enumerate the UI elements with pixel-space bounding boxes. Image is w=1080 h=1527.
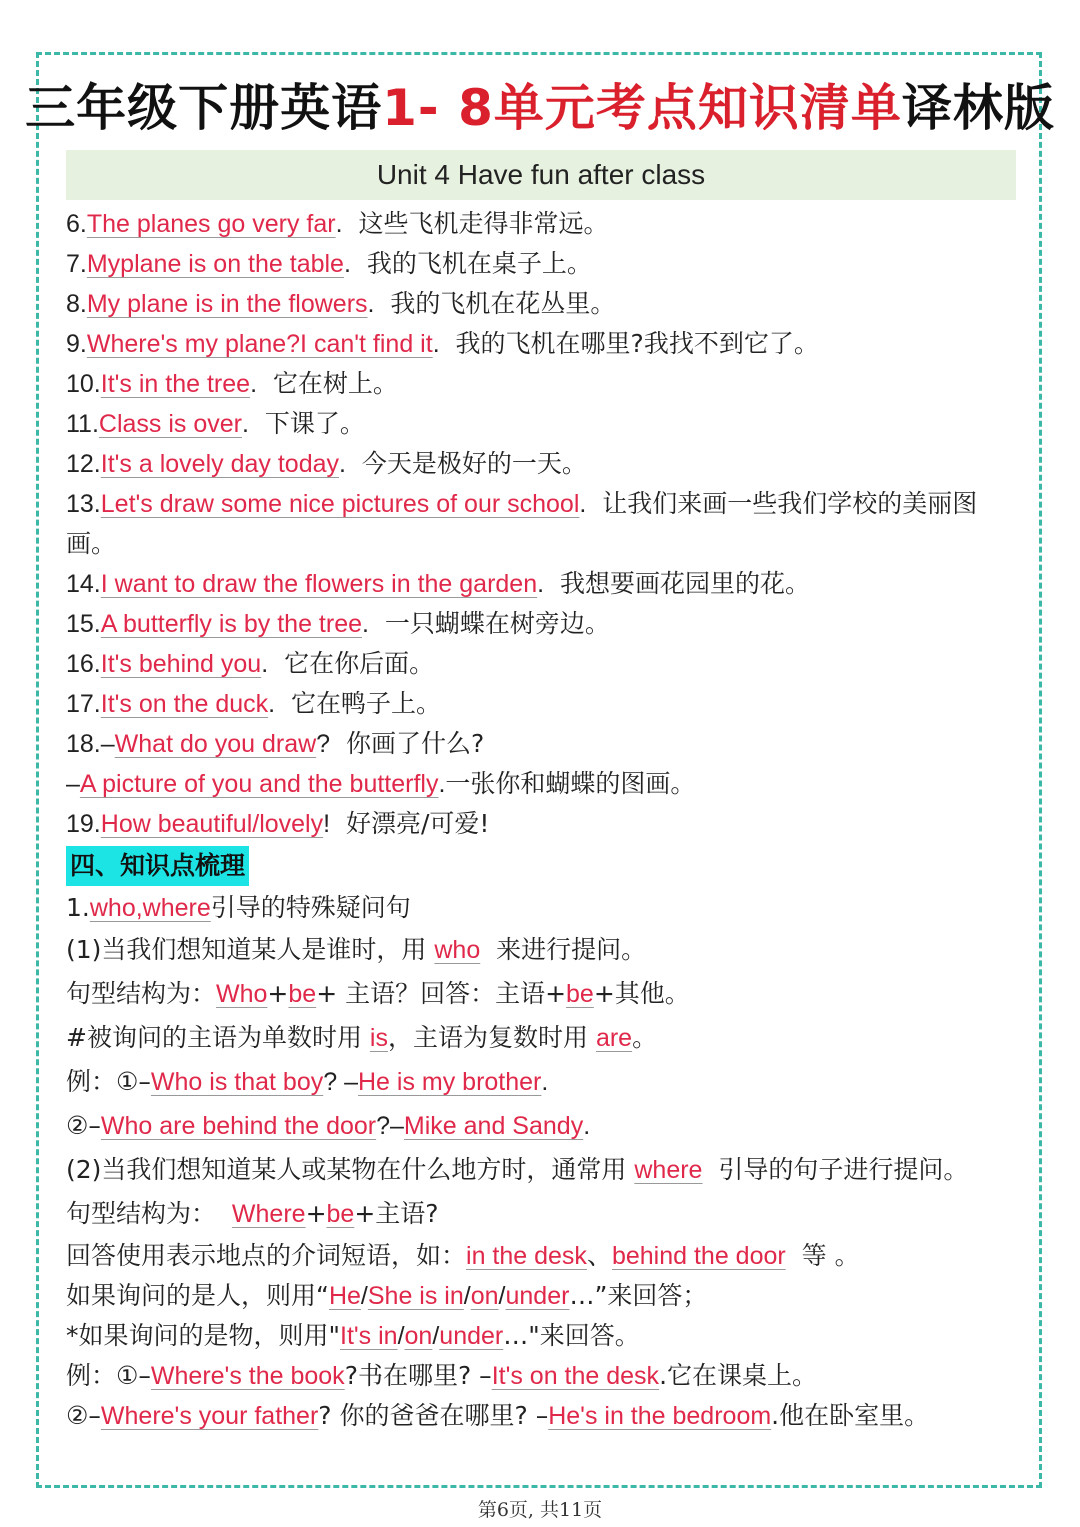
text: ②– — [66, 1111, 101, 1140]
text: 引导的句子进行提问。 — [718, 1155, 969, 1184]
sentence-number: 18.– — [66, 730, 115, 758]
text: 例：①– — [66, 1067, 151, 1096]
text: 。 — [632, 1023, 658, 1052]
text: …”来回答； — [569, 1281, 708, 1310]
text: + 主语？回答：主语+ — [316, 979, 567, 1008]
sentence-english: It's in the tree — [100, 370, 251, 398]
text: …"来回答。 — [503, 1321, 640, 1350]
text: 等 。 — [801, 1241, 860, 1270]
keyword: Mike and Sandy — [403, 1112, 584, 1140]
sentence-line — [66, 404, 1026, 444]
sentence-punct: . — [579, 490, 587, 518]
sentence-number: 7. — [66, 250, 87, 278]
knowledge-line — [66, 928, 1026, 972]
sentence-chinese: 你画了什么? — [345, 729, 485, 758]
keyword: on — [470, 1282, 499, 1310]
sentence-line — [66, 444, 1026, 484]
sentence-number: 19. — [66, 810, 101, 838]
sentence-english: Myplane is on the table — [86, 250, 344, 278]
sentence-chinese: 它在鸭子上。 — [291, 689, 442, 718]
keyword: behind the door — [611, 1242, 786, 1270]
sentence-number: – — [66, 770, 80, 798]
keyword: He's in the bedroom — [548, 1402, 772, 1430]
text: 回答使用表示地点的介词短语，如： — [66, 1241, 467, 1270]
text: 引导的特殊疑问句 — [210, 893, 411, 922]
sentence-english: My plane is in the flowers — [86, 290, 368, 318]
sentence-line — [66, 804, 1026, 844]
knowledge-line — [66, 1192, 1026, 1236]
sentence-punct: . — [250, 370, 258, 398]
text: ，主语为复数时用 — [387, 1023, 588, 1052]
sentence-chinese: 好漂亮/可爱! — [345, 809, 490, 838]
sentence-chinese: 让我们来画一些我们学校的美丽图画。 — [66, 489, 978, 558]
sentence-english: It's behind you — [100, 650, 262, 678]
text: 1. — [66, 893, 90, 922]
keyword: Where's your father — [100, 1402, 319, 1430]
keyword: She is in — [367, 1282, 464, 1310]
text: (2)当我们想知道某人或某物在什么地方时，通常用 — [66, 1155, 627, 1184]
knowledge-line — [66, 1236, 1026, 1276]
keyword: under — [505, 1282, 570, 1310]
sentence-english: It's a lovely day today — [100, 450, 339, 478]
text: 来进行提问。 — [496, 935, 647, 964]
keyword: He is my brother — [358, 1068, 542, 1096]
text: +其他。 — [593, 979, 690, 1008]
knowledge-line — [66, 1316, 1026, 1356]
sentence-punct: ! — [323, 810, 331, 838]
sentence-english: A butterfly is by the tree — [100, 610, 363, 638]
sentence-punct: . — [268, 690, 276, 718]
sentence-punct: . — [343, 250, 351, 278]
sentence-english: The planes go very far — [86, 210, 336, 238]
title-part3: 译林版 — [901, 79, 1055, 137]
knowledge-line — [66, 1148, 1026, 1192]
sentence-number: 8. — [66, 290, 87, 318]
sentence-line — [66, 204, 1026, 244]
sentence-english: Where's my plane?I can't find it — [86, 330, 433, 358]
text: / — [360, 1282, 368, 1310]
sentence-line — [66, 764, 1026, 804]
keyword: are — [595, 1024, 633, 1052]
knowledge-line — [66, 888, 1026, 928]
sentence-punct: . — [362, 610, 369, 638]
sentence-line — [66, 564, 1026, 604]
text: / — [498, 1282, 506, 1310]
sentence-punct: . — [339, 450, 346, 478]
text: + — [305, 1199, 327, 1228]
text: ?书在哪里? – — [344, 1361, 492, 1390]
sentence-punct: . — [367, 290, 375, 318]
sentence-chinese: 我想要画花园里的花。 — [559, 569, 810, 598]
knowledge-line — [66, 1060, 1026, 1104]
knowledge-line — [66, 1104, 1026, 1148]
sentence-number: 16. — [66, 650, 101, 678]
text: 句型结构为： — [66, 1199, 217, 1228]
text: ?– — [376, 1112, 404, 1140]
keyword: on — [404, 1322, 433, 1350]
text: / — [463, 1282, 471, 1310]
sentence-number: 17. — [66, 690, 101, 718]
keyword: It's on the desk — [491, 1362, 660, 1390]
text: 句型结构为： — [66, 979, 217, 1008]
sentence-english: What do you draw — [114, 730, 317, 758]
keyword: Who is that boy — [150, 1068, 324, 1096]
sentence-number: 11. — [66, 410, 99, 438]
text: *如果询问的是物，则用" — [66, 1321, 340, 1350]
sentence-line — [66, 324, 1026, 364]
sentence-chinese: 它在你后面。 — [284, 649, 435, 678]
text: 如果询问的是人，则用“ — [66, 1281, 329, 1310]
text: 、 — [586, 1241, 612, 1270]
text: / — [432, 1322, 440, 1350]
sentence-chinese: 今天是极好的一天。 — [361, 449, 587, 478]
sentence-line — [66, 644, 1026, 684]
content — [66, 204, 1026, 1436]
text: .它在课桌上。 — [659, 1361, 818, 1390]
sentence-english: I want to draw the flowers in the garden — [100, 570, 538, 598]
sentence-chinese: 这些飞机走得非常远。 — [358, 209, 609, 238]
sentence-number: 6. — [66, 210, 87, 238]
keyword: be — [326, 1200, 355, 1228]
sentence-punct: ? — [316, 730, 331, 758]
text: #被询问的主语为单数时用 — [66, 1023, 362, 1052]
sentence-punct: . — [438, 770, 446, 798]
sentence-chinese: 我的飞机在哪里?我找不到它了。 — [455, 329, 819, 358]
sentence-punct: . — [432, 330, 440, 358]
text: 例：①– — [66, 1361, 151, 1390]
sentence-chinese: 我的飞机在桌子上。 — [366, 249, 592, 278]
sentence-english: A picture of you and the butterfly — [79, 770, 439, 798]
keyword: It's in — [340, 1322, 398, 1350]
text: +主语? — [354, 1199, 439, 1228]
sentence-chinese: 下课了。 — [264, 409, 365, 438]
keyword: is — [369, 1024, 388, 1052]
sentence-chinese: 我的飞机在花丛里。 — [390, 289, 616, 318]
sentence-number: 12. — [66, 450, 101, 478]
knowledge-line — [66, 1396, 1026, 1436]
keyword: Who — [216, 980, 268, 1008]
page-footer: 第6页, 共11页 — [477, 1499, 603, 1521]
sentence-english: Let's draw some nice pictures of our school — [100, 490, 580, 518]
keyword: in the desk — [466, 1242, 587, 1270]
sentence-chinese: 它在树上。 — [272, 369, 398, 398]
text: . — [541, 1068, 549, 1096]
sentence-punct: . — [537, 570, 545, 598]
sentence-english: Class is over — [98, 410, 242, 438]
sentence-number: 14. — [66, 570, 101, 598]
sentence-english: How beautiful/lovely — [100, 810, 324, 838]
sentence-line — [66, 684, 1026, 724]
keyword: be — [566, 980, 594, 1008]
keyword: Where — [231, 1200, 306, 1228]
sentence-number: 9. — [66, 330, 87, 358]
text: .他在卧室里。 — [771, 1401, 930, 1430]
sentence-punct: . — [261, 650, 269, 678]
text: (1)当我们想知道某人是谁时，用 — [66, 935, 427, 964]
knowledge-line — [66, 1356, 1026, 1396]
keyword: who — [434, 936, 481, 964]
knowledge-line — [66, 1016, 1026, 1060]
title-part2: 1- 8单元考点知识清单 — [382, 79, 902, 137]
keyword: under — [439, 1322, 504, 1350]
sentence-line — [66, 244, 1026, 284]
text: ②– — [66, 1401, 101, 1430]
section-heading-row — [66, 844, 1026, 888]
sentence-number: 13. — [66, 490, 101, 518]
keyword: Where's the book — [150, 1362, 345, 1390]
sentence-list — [66, 204, 1026, 844]
keyword: where — [634, 1156, 703, 1184]
text: . — [583, 1112, 591, 1140]
unit-heading: Unit 4 Have fun after class — [66, 150, 1016, 200]
keyword: He — [328, 1282, 361, 1310]
keyword: Who are behind the door — [100, 1112, 377, 1140]
sentence-line — [66, 604, 1026, 644]
sentence-chinese: 一张你和蝴蝶的图画。 — [445, 769, 696, 798]
sentence-line — [66, 364, 1026, 404]
text: ? 你的爸爸在哪里? – — [318, 1401, 549, 1430]
sentence-line — [66, 484, 1026, 564]
knowledge-line — [66, 1276, 1026, 1316]
text: ? – — [323, 1068, 358, 1096]
section-heading: 四、知识点梳理 — [66, 846, 249, 886]
sentence-english: It's on the duck — [100, 690, 269, 718]
sentence-line — [66, 284, 1026, 324]
sentence-chinese: 一只蝴蝶在树旁边。 — [384, 609, 610, 638]
title-part1: 三年级下册英语 — [25, 79, 383, 137]
page-title — [0, 68, 1080, 140]
sentence-punct: . — [335, 210, 343, 238]
keyword: be — [288, 980, 317, 1008]
sentence-punct: . — [242, 410, 249, 438]
text: + — [267, 979, 289, 1008]
knowledge-line — [66, 972, 1026, 1016]
sentence-number: 15. — [66, 610, 101, 638]
sentence-line — [66, 724, 1026, 764]
keyword: who,where — [89, 894, 211, 922]
sentence-number: 10. — [66, 370, 101, 398]
text: / — [397, 1322, 405, 1350]
